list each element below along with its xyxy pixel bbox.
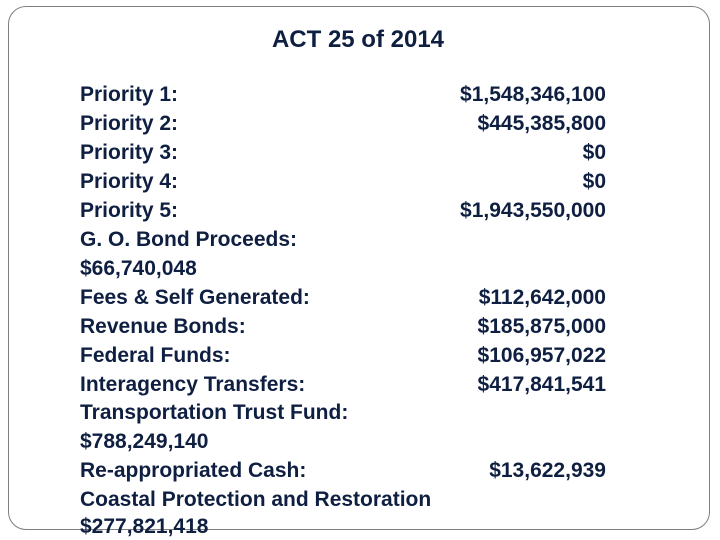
priority-2-label: Priority 2:	[80, 112, 179, 135]
reappropriated-cash-label: Re-appropriated Cash:	[80, 459, 307, 482]
go-bond-proceeds-value: $66,740,048	[80, 257, 197, 280]
priority-3-value: $0	[582, 141, 606, 164]
priority-2-value: $445,385,800	[477, 112, 606, 135]
transportation-trust-fund-value: $788,249,140	[80, 430, 209, 453]
coastal-protection-value: $277,821,418	[80, 515, 209, 538]
coastal-protection-label: Coastal Protection and Restoration	[80, 488, 432, 511]
interagency-transfers-label: Interagency Transfers:	[80, 373, 306, 396]
fees-self-generated-label: Fees & Self Generated:	[80, 286, 310, 309]
go-bond-proceeds-label: G. O. Bond Proceeds:	[80, 228, 298, 251]
slide-title: ACT 25 of 2014	[271, 26, 445, 53]
priority-1-label: Priority 1:	[80, 83, 179, 106]
priority-4-value: $0	[582, 170, 606, 193]
federal-funds-value: $106,957,022	[477, 344, 606, 367]
fees-self-generated-value: $112,642,000	[478, 286, 606, 309]
reappropriated-cash-value: $13,622,939	[489, 459, 606, 482]
transportation-trust-fund-label: Transportation Trust Fund:	[80, 401, 349, 424]
priority-5-value: $1,943,550,000	[460, 199, 606, 222]
priority-1-value: $1,548,346,100	[460, 83, 606, 106]
federal-funds-label: Federal Funds:	[80, 344, 231, 367]
interagency-transfers-value: $417,841,541	[477, 373, 606, 396]
priority-5-label: Priority 5:	[80, 199, 179, 222]
revenue-bonds-label: Revenue Bonds:	[80, 315, 246, 338]
priority-3-label: Priority 3:	[80, 141, 179, 164]
revenue-bonds-value: $185,875,000	[477, 315, 606, 338]
priority-4-label: Priority 4:	[80, 170, 179, 193]
